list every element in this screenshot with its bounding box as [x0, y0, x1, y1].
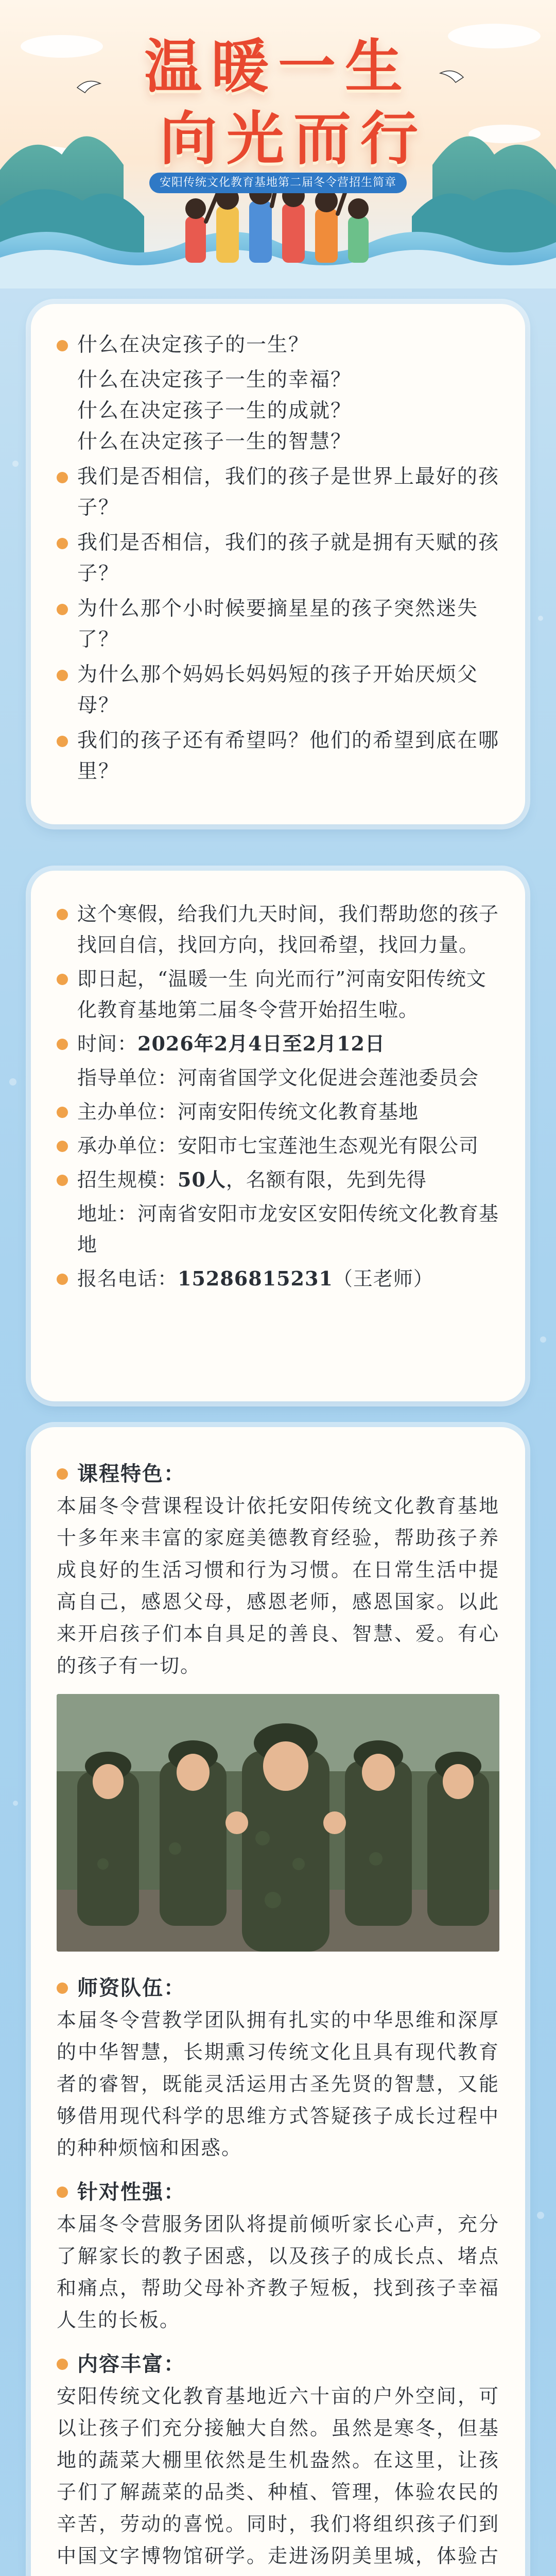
- bullet-dot-icon: [57, 1468, 68, 1480]
- question-item: [57, 594, 499, 655]
- hero-subtitle: 安阳传统文化教育基地第二届冬令营招生简章: [149, 173, 407, 193]
- bullet-dot-icon: [57, 604, 68, 615]
- bullet-dot-icon: [57, 472, 68, 483]
- details-card: [31, 1427, 525, 2576]
- question-item: [57, 528, 499, 589]
- info-start-text: 即日起，“温暖一生 向光而行”河南安阳传统文化教育基地第二届冬令营开始招生啦。: [77, 968, 486, 1021]
- phone-contact: （王老师）: [333, 1267, 433, 1290]
- bullet-dot-icon: [57, 340, 68, 351]
- question-sub: 什么在决定孩子一生的智慧？: [77, 430, 352, 453]
- phone-number-link[interactable]: 15286815231: [178, 1267, 333, 1290]
- bullet-dot-icon: [57, 1274, 68, 1285]
- info-organizer: [57, 1130, 499, 1161]
- question-item: [57, 330, 499, 361]
- teachers-heading: [57, 1972, 499, 2004]
- bullet-dot-icon: [57, 670, 68, 681]
- hero-banner: [0, 0, 556, 289]
- question-text: 我们是否相信，我们的孩子是世界上最好的孩子？: [77, 465, 500, 519]
- training-photo-illustration: [57, 1694, 499, 1952]
- info-scale: [57, 1164, 499, 1195]
- question-text: 我们是否相信，我们的孩子就是拥有天赋的孩子？: [77, 531, 500, 585]
- info-guide: 指导单位：河南省国学文化促进会莲池委员会: [77, 1066, 479, 1089]
- question-text: 我们的孩子还有希望吗？他们的希望到底在哪里？: [77, 729, 500, 783]
- time-label: 时间：: [77, 1032, 138, 1055]
- bullet-dot-icon: [57, 974, 68, 985]
- bullet-dot-icon: [57, 1039, 68, 1050]
- bullet-dot-icon: [57, 1982, 68, 1994]
- bullet-dot-icon: [57, 1175, 68, 1186]
- teachers-title: 师资队伍：: [77, 1976, 185, 2000]
- bullet-dot-icon: [57, 909, 68, 920]
- time-value: 2026年2月4日至2月12日: [137, 1032, 385, 1055]
- host-text: 主办单位：河南安阳传统文化教育基地: [77, 1100, 419, 1123]
- content-title: 内容丰富：: [77, 2352, 185, 2376]
- question-item: [57, 659, 499, 721]
- info-time: [57, 1028, 499, 1059]
- info-host: [57, 1096, 499, 1127]
- hero-title-line1: 温暖一生: [144, 33, 412, 100]
- info-start: [57, 963, 499, 1025]
- bullet-dot-icon: [57, 736, 68, 747]
- targeted-title: 针对性强：: [77, 2180, 185, 2204]
- question-text: 什么在决定孩子的一生？: [77, 333, 310, 357]
- scale-value: 50人: [178, 1168, 226, 1191]
- bullet-dot-icon: [57, 538, 68, 549]
- info-phone: [57, 1263, 499, 1294]
- info-intro-text: 这个寒假，给我们九天时间，我们帮助您的孩子找回自信，找回方向，找回希望，找回力量。: [77, 903, 499, 956]
- targeted-heading: [57, 2176, 499, 2208]
- question-sub: 什么在决定孩子一生的成就？: [77, 399, 352, 422]
- scale-label: 招生规模：: [77, 1168, 178, 1191]
- bullet-dot-icon: [57, 2187, 68, 2198]
- bullet-dot-icon: [57, 2359, 68, 2370]
- targeted-body: 本届冬令营服务团队将提前倾听家长心声，充分了解家长的教子困惑，以及孩子的成长点、堵点和痛点，帮助父母补齐教子短板，找到孩子幸福人生的长板。: [57, 2213, 499, 2331]
- question-item: [57, 462, 499, 523]
- scale-rest: ，名额有限，先到先得: [225, 1168, 427, 1191]
- organizer-text: 承办单位：安阳市七宝莲池生态观光有限公司: [77, 1134, 479, 1157]
- info-card: [31, 871, 525, 1401]
- info-intro: [57, 899, 499, 960]
- features-heading: [57, 1458, 499, 1490]
- hero-title-line2: 向光而行: [160, 106, 427, 173]
- question-text: 为什么那个小时候要摘星星的孩子突然迷失了？: [77, 597, 479, 651]
- phone-label: 报名电话：: [77, 1267, 178, 1290]
- bullet-dot-icon: [57, 1107, 68, 1118]
- question-item: [57, 725, 499, 787]
- info-address: 地址：河南省安阳市龙安区安阳传统文化教育基地: [77, 1202, 499, 1256]
- content-body: 安阳传统文化教育基地近六十亩的户外空间，可以让孩子们充分接触大自然。虽然是寒冬，但基地的蔬菜大棚里依然是生机盎然。在这里，让孩子们了解蔬菜的品类、种植、管理，体验农民的辛苦，劳动的喜悦。同时，我们将组织孩子们到中国文字博物馆研学。走进汤阴美里城，体验古: [57, 2385, 499, 2567]
- questions-card: [31, 304, 525, 824]
- features-title: 课程特色：: [77, 1462, 185, 1486]
- features-body: 本届冬令营课程设计依托安阳传统文化教育基地十多年来丰富的家庭美德教育经验，帮助孩子养成良好的生活习惯和行为习惯。在日常生活中提高自己，感恩父母，感恩老师，感恩国家。以此来开启孩子们本自具足的善良、智慧、爱。有心的孩子有一切。: [57, 1495, 499, 1677]
- teachers-body: 本届冬令营教学团队拥有扎实的中华思维和深厚的中华智慧，长期熏习传统文化且具有现代教育者的睿智，既能灵活运用古圣先贤的智慧，又能够借用现代科学的思维方式答疑孩子成长过程中的种种烦恼和困惑。: [57, 2009, 499, 2159]
- question-text: 为什么那个妈妈长妈妈短的孩子开始厌烦父母？: [77, 663, 479, 717]
- military-training-photo: [57, 1694, 499, 1952]
- question-sub: 什么在决定孩子一生的幸福？: [77, 368, 352, 392]
- bullet-dot-icon: [57, 1141, 68, 1152]
- content-heading: [57, 2348, 499, 2380]
